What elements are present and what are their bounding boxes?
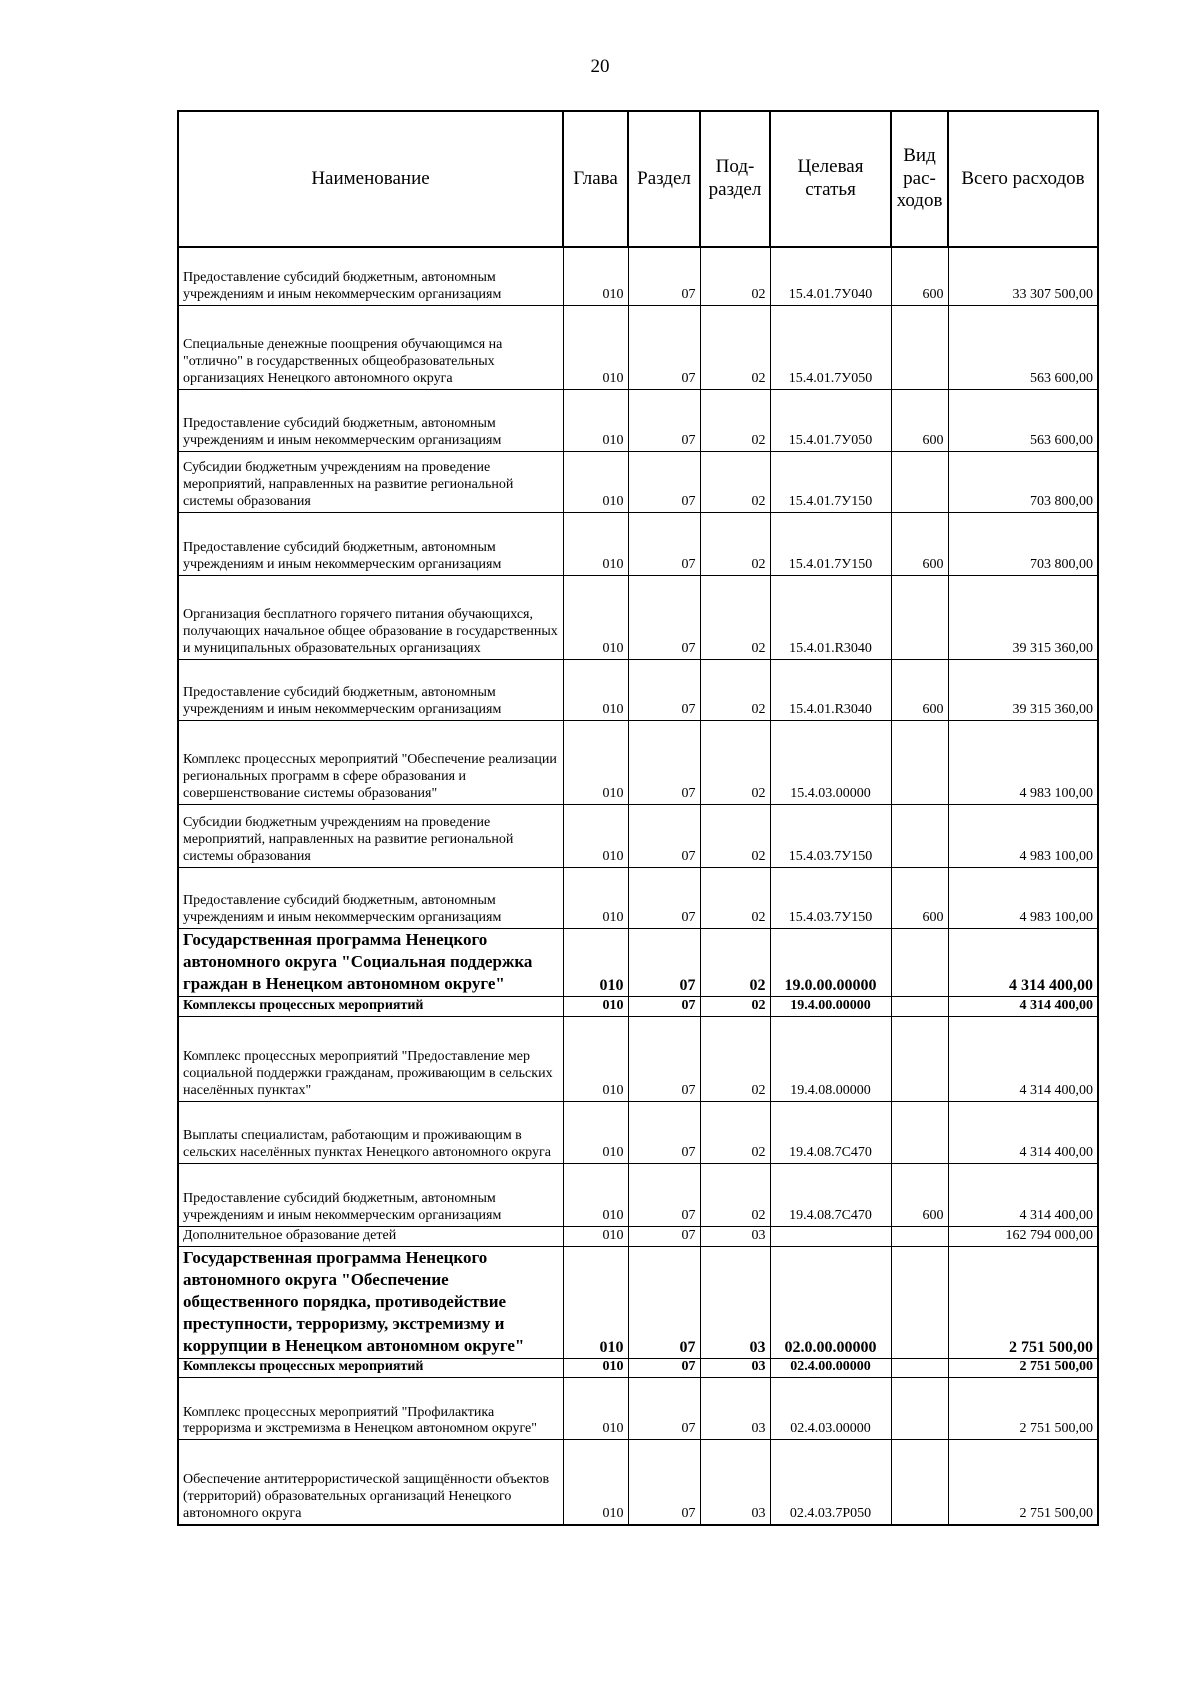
table-row bbox=[178, 1101, 1098, 1163]
row-section: 07 bbox=[628, 1226, 700, 1246]
table-row bbox=[178, 1246, 1098, 1358]
row-subsection: 03 bbox=[700, 1378, 770, 1440]
row-section: 07 bbox=[628, 389, 700, 451]
row-chapter: 010 bbox=[563, 1378, 628, 1440]
row-expense-type bbox=[891, 1440, 948, 1525]
row-chapter: 010 bbox=[563, 1101, 628, 1163]
row-section: 07 bbox=[628, 720, 700, 804]
row-total: 4 983 100,00 bbox=[948, 720, 1098, 804]
row-chapter: 010 bbox=[563, 996, 628, 1016]
row-total: 162 794 000,00 bbox=[948, 1226, 1098, 1246]
table-body bbox=[178, 247, 1098, 1525]
row-total: 4 314 400,00 bbox=[948, 1101, 1098, 1163]
table-row bbox=[178, 512, 1098, 575]
table-header-row bbox=[178, 111, 1098, 247]
table-row bbox=[178, 451, 1098, 512]
row-name: Комплексы процессных мероприятий bbox=[178, 996, 563, 1016]
row-subsection: 03 bbox=[700, 1359, 770, 1378]
row-expense-type bbox=[891, 575, 948, 659]
header-expense-type: Вид рас-ходов bbox=[891, 111, 948, 247]
row-subsection: 02 bbox=[700, 867, 770, 928]
row-target: 19.4.00.00000 bbox=[770, 996, 891, 1016]
row-chapter: 010 bbox=[563, 389, 628, 451]
row-expense-type bbox=[891, 1226, 948, 1246]
row-section: 07 bbox=[628, 867, 700, 928]
row-total: 2 751 500,00 bbox=[948, 1359, 1098, 1378]
row-name: Государственная программа Ненецкого автономного округа "Обеспечение общественного порядка, противодействие преступности, терроризму, экстремизму и коррупции в Ненецком автономном округе" bbox=[178, 1246, 563, 1358]
header-total: Всего расходов bbox=[948, 111, 1098, 247]
row-chapter: 010 bbox=[563, 1226, 628, 1246]
row-total: 33 307 500,00 bbox=[948, 247, 1098, 305]
row-subsection: 02 bbox=[700, 451, 770, 512]
row-name: Выплаты специалистам, работающим и проживающим в сельских населённых пунктах Ненецкого автономного округа bbox=[178, 1101, 563, 1163]
row-subsection: 02 bbox=[700, 305, 770, 389]
row-total: 2 751 500,00 bbox=[948, 1440, 1098, 1525]
row-target bbox=[770, 1226, 891, 1246]
row-target: 02.4.00.00000 bbox=[770, 1359, 891, 1378]
row-section: 07 bbox=[628, 1359, 700, 1378]
row-expense-type bbox=[891, 1246, 948, 1358]
row-name: Предоставление субсидий бюджетным, автономным учреждениям и иным некоммерческим организациям bbox=[178, 247, 563, 305]
row-section: 07 bbox=[628, 1246, 700, 1358]
row-target: 15.4.01.7У150 bbox=[770, 512, 891, 575]
table-row bbox=[178, 659, 1098, 720]
row-total: 39 315 360,00 bbox=[948, 659, 1098, 720]
header-subsection: Под-раздел bbox=[700, 111, 770, 247]
row-name: Государственная программа Ненецкого автономного округа "Социальная поддержка граждан в Ненецком автономном округе" bbox=[178, 928, 563, 996]
table-row bbox=[178, 1016, 1098, 1101]
table-row bbox=[178, 1378, 1098, 1440]
row-name: Комплекс процессных мероприятий "Обеспечение реализации региональных программ в сфере образования и совершенствование системы образования" bbox=[178, 720, 563, 804]
budget-table bbox=[177, 110, 1099, 1526]
row-total: 2 751 500,00 bbox=[948, 1378, 1098, 1440]
row-name: Организация бесплатного горячего питания обучающихся, получающих начальное общее образование в государственных и муниципальных образовательных организациях bbox=[178, 575, 563, 659]
row-expense-type: 600 bbox=[891, 389, 948, 451]
table-row bbox=[178, 867, 1098, 928]
row-chapter: 010 bbox=[563, 804, 628, 867]
table-row bbox=[178, 1226, 1098, 1246]
row-section: 07 bbox=[628, 1101, 700, 1163]
row-target: 15.4.01.7У050 bbox=[770, 305, 891, 389]
row-chapter: 010 bbox=[563, 247, 628, 305]
row-subsection: 02 bbox=[700, 1101, 770, 1163]
row-total: 4 314 400,00 bbox=[948, 928, 1098, 996]
row-expense-type bbox=[891, 720, 948, 804]
row-subsection: 02 bbox=[700, 512, 770, 575]
row-section: 07 bbox=[628, 928, 700, 996]
row-name: Предоставление субсидий бюджетным, автономным учреждениям и иным некоммерческим организациям bbox=[178, 867, 563, 928]
table-row bbox=[178, 1440, 1098, 1525]
row-name: Специальные денежные поощрения обучающимся на "отлично" в государственных общеобразовательных организациях Ненецкого автономного округа bbox=[178, 305, 563, 389]
row-target: 19.0.00.00000 bbox=[770, 928, 891, 996]
row-section: 07 bbox=[628, 1163, 700, 1226]
row-expense-type bbox=[891, 1016, 948, 1101]
table-row bbox=[178, 804, 1098, 867]
row-target: 19.4.08.00000 bbox=[770, 1016, 891, 1101]
row-total: 703 800,00 bbox=[948, 451, 1098, 512]
header-chapter: Глава bbox=[563, 111, 628, 247]
row-chapter: 010 bbox=[563, 1440, 628, 1525]
row-subsection: 02 bbox=[700, 575, 770, 659]
row-expense-type bbox=[891, 451, 948, 512]
row-target: 15.4.01.7У050 bbox=[770, 389, 891, 451]
row-expense-type bbox=[891, 305, 948, 389]
table-row bbox=[178, 1359, 1098, 1378]
table-row bbox=[178, 720, 1098, 804]
row-total: 2 751 500,00 bbox=[948, 1246, 1098, 1358]
row-chapter: 010 bbox=[563, 575, 628, 659]
row-target: 15.4.01.R3040 bbox=[770, 659, 891, 720]
header-name: Наименование bbox=[178, 111, 563, 247]
table-row bbox=[178, 575, 1098, 659]
row-expense-type bbox=[891, 928, 948, 996]
header-section: Раздел bbox=[628, 111, 700, 247]
row-chapter: 010 bbox=[563, 1163, 628, 1226]
row-expense-type bbox=[891, 804, 948, 867]
row-subsection: 02 bbox=[700, 804, 770, 867]
row-name: Предоставление субсидий бюджетным, автономным учреждениям и иным некоммерческим организациям bbox=[178, 1163, 563, 1226]
row-chapter: 010 bbox=[563, 720, 628, 804]
row-expense-type bbox=[891, 1101, 948, 1163]
row-name: Субсидии бюджетным учреждениям на проведение мероприятий, направленных на развитие региональной системы образования bbox=[178, 451, 563, 512]
row-expense-type: 600 bbox=[891, 512, 948, 575]
table-row bbox=[178, 928, 1098, 996]
row-name: Дополнительное образование детей bbox=[178, 1226, 563, 1246]
row-total: 563 600,00 bbox=[948, 389, 1098, 451]
row-target: 15.4.03.7У150 bbox=[770, 804, 891, 867]
row-name: Субсидии бюджетным учреждениям на проведение мероприятий, направленных на развитие региональной системы образования bbox=[178, 804, 563, 867]
row-target: 15.4.03.00000 bbox=[770, 720, 891, 804]
row-subsection: 03 bbox=[700, 1226, 770, 1246]
row-name: Комплекс процессных мероприятий "Профилактика терроризма и экстремизма в Ненецком автономном округе" bbox=[178, 1378, 563, 1440]
row-section: 07 bbox=[628, 804, 700, 867]
row-section: 07 bbox=[628, 305, 700, 389]
row-name: Комплексы процессных мероприятий bbox=[178, 1359, 563, 1378]
row-target: 15.4.01.R3040 bbox=[770, 575, 891, 659]
table-row bbox=[178, 389, 1098, 451]
row-section: 07 bbox=[628, 247, 700, 305]
row-expense-type: 600 bbox=[891, 1163, 948, 1226]
row-subsection: 02 bbox=[700, 928, 770, 996]
table-row bbox=[178, 247, 1098, 305]
row-subsection: 02 bbox=[700, 659, 770, 720]
row-target: 19.4.08.7С470 bbox=[770, 1163, 891, 1226]
row-target: 02.0.00.00000 bbox=[770, 1246, 891, 1358]
row-subsection: 02 bbox=[700, 996, 770, 1016]
row-expense-type: 600 bbox=[891, 247, 948, 305]
row-expense-type: 600 bbox=[891, 659, 948, 720]
row-subsection: 02 bbox=[700, 389, 770, 451]
row-chapter: 010 bbox=[563, 928, 628, 996]
row-section: 07 bbox=[628, 1016, 700, 1101]
table-row bbox=[178, 1163, 1098, 1226]
row-subsection: 02 bbox=[700, 720, 770, 804]
row-chapter: 010 bbox=[563, 659, 628, 720]
row-chapter: 010 bbox=[563, 1246, 628, 1358]
row-total: 703 800,00 bbox=[948, 512, 1098, 575]
table-row bbox=[178, 305, 1098, 389]
row-total: 4 314 400,00 bbox=[948, 1163, 1098, 1226]
row-total: 4 983 100,00 bbox=[948, 804, 1098, 867]
row-target: 15.4.01.7У040 bbox=[770, 247, 891, 305]
row-expense-type bbox=[891, 1378, 948, 1440]
row-target: 15.4.01.7У150 bbox=[770, 451, 891, 512]
page-number: 20 bbox=[590, 56, 610, 77]
row-subsection: 03 bbox=[700, 1246, 770, 1358]
row-chapter: 010 bbox=[563, 305, 628, 389]
row-chapter: 010 bbox=[563, 1359, 628, 1378]
row-total: 4 314 400,00 bbox=[948, 1016, 1098, 1101]
row-target: 02.4.03.7Р050 bbox=[770, 1440, 891, 1525]
row-section: 07 bbox=[628, 659, 700, 720]
header-target: Целевая статья bbox=[770, 111, 891, 247]
row-total: 563 600,00 bbox=[948, 305, 1098, 389]
row-target: 15.4.03.7У150 bbox=[770, 867, 891, 928]
row-name: Обеспечение антитеррористической защищённости объектов (территорий) образовательных организаций Ненецкого автономного округа bbox=[178, 1440, 563, 1525]
row-section: 07 bbox=[628, 512, 700, 575]
row-section: 07 bbox=[628, 1378, 700, 1440]
row-total: 4 983 100,00 bbox=[948, 867, 1098, 928]
table-row bbox=[178, 996, 1098, 1016]
row-expense-type bbox=[891, 996, 948, 1016]
row-total: 4 314 400,00 bbox=[948, 996, 1098, 1016]
row-subsection: 02 bbox=[700, 1163, 770, 1226]
row-target: 02.4.03.00000 bbox=[770, 1378, 891, 1440]
row-chapter: 010 bbox=[563, 867, 628, 928]
row-target: 19.4.08.7С470 bbox=[770, 1101, 891, 1163]
row-chapter: 010 bbox=[563, 512, 628, 575]
row-section: 07 bbox=[628, 1440, 700, 1525]
row-name: Предоставление субсидий бюджетным, автономным учреждениям и иным некоммерческим организациям bbox=[178, 659, 563, 720]
row-section: 07 bbox=[628, 451, 700, 512]
row-section: 07 bbox=[628, 575, 700, 659]
row-subsection: 02 bbox=[700, 1016, 770, 1101]
row-subsection: 02 bbox=[700, 247, 770, 305]
row-name: Комплекс процессных мероприятий "Предоставление мер социальной поддержки гражданам, проживающим в сельских населённых пунктах" bbox=[178, 1016, 563, 1101]
row-expense-type bbox=[891, 1359, 948, 1378]
row-name: Предоставление субсидий бюджетным, автономным учреждениям и иным некоммерческим организациям bbox=[178, 512, 563, 575]
row-total: 39 315 360,00 bbox=[948, 575, 1098, 659]
row-chapter: 010 bbox=[563, 1016, 628, 1101]
row-name: Предоставление субсидий бюджетным, автономным учреждениям и иным некоммерческим организациям bbox=[178, 389, 563, 451]
row-section: 07 bbox=[628, 996, 700, 1016]
row-expense-type: 600 bbox=[891, 867, 948, 928]
row-chapter: 010 bbox=[563, 451, 628, 512]
row-subsection: 03 bbox=[700, 1440, 770, 1525]
